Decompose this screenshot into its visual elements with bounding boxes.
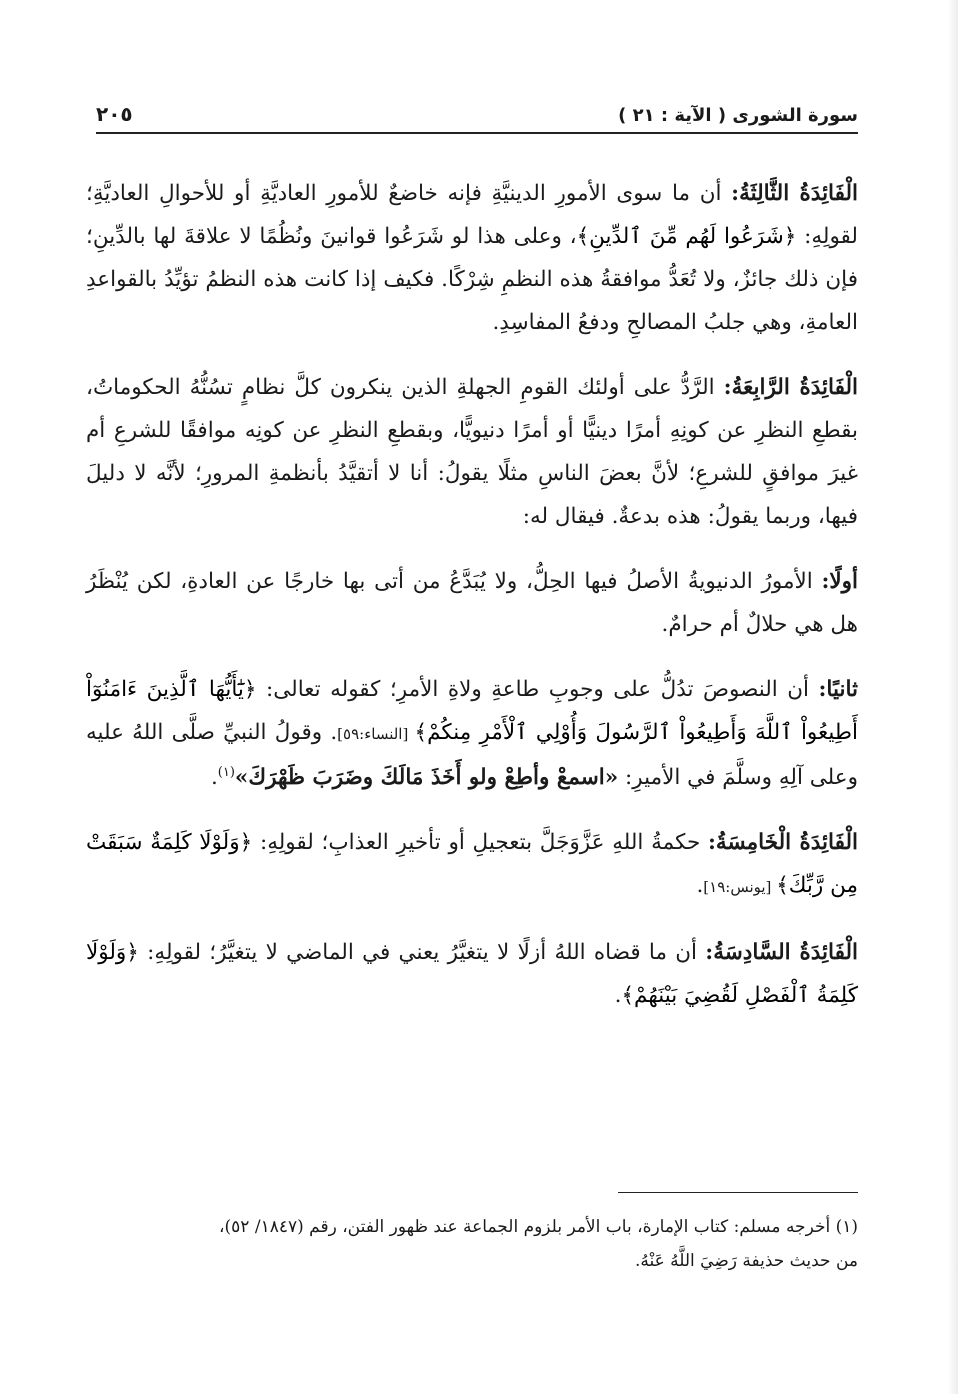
paragraph-text: أن ما قضاه اللهُ أزلًا لا يتغيَّرُ يعني في الماضي لا يتغيَّرُ؛ لقولِهِ: — [138, 940, 706, 965]
footnote-divider — [618, 1192, 858, 1193]
paragraph-text: . وقولُ النبيِّ صلَّى اللهُ عليه وعلى آلِهِ وسلَّمَ في الأميرِ: — [86, 720, 858, 790]
quran-verse: ﴿وَلَوْلَا كَلِمَةُ ٱلْفَصْلِ لَقُضِيَ بَيْنَهُمْ﴾ — [86, 940, 858, 1008]
paragraph-lead: الْفَائِدَةُ الرَّابِعَةُ: — [723, 375, 858, 400]
paragraph-lead: أولًا: — [821, 569, 858, 594]
paragraph-text: حكمةُ اللهِ عَزَّوَجَلَّ بتعجيلِ أو تأخيرِ العذابِ؛ لقولِهِ: — [252, 830, 708, 855]
footnote-marker[interactable]: (١) — [217, 764, 235, 780]
paragraph-text: . — [614, 983, 622, 1008]
quran-verse: ﴿شَرَعُوا لَهُم مِّنَ ٱلدِّينِ﴾ — [576, 224, 797, 249]
hadith-quote: «اسمعْ وأطِعْ ولو أَخَذَ مَالَكَ وضَرَبَ ظَهْرَكَ» — [234, 765, 619, 790]
paragraph-text: ، وعلى هذا لو شَرَعُوا قوانينَ ونُظُمًا لا علاقةَ لها بالدِّينِ؛ فإن ذلك جائزٌ، ولا تُعَدُّ موافقةُ هذه النظمِ شِرْكًا. فكيف إذا كانت هذه النظمُ تؤيِّدُ بالقواعدِ العامةِ، وهي جلبُ المصالحِ ودفعُ المفاسِدِ. — [86, 224, 858, 335]
footnote-line: من حديث حذيفة رَضِيَ اللَّهُ عَنْهُ. — [634, 1251, 858, 1271]
paragraph-lead: ثانيًا: — [818, 677, 858, 702]
page-edge-shadow — [948, 0, 958, 1394]
verse-reference: [النساء:٥٩] — [337, 725, 415, 743]
footnote-line: (١) أخرجه مسلم: كتاب الإمارة، باب الأمر بلزوم الجماعة عند ظهور الفتن، رقم (١٨٤٧/ ٥٢)، — [219, 1217, 858, 1237]
paragraph-text: . — [696, 873, 704, 898]
quran-verse: ﴿يَٰٓأَيُّهَا ٱلَّذِينَ ءَامَنُوٓاْ أَطِيعُواْ ٱللَّهَ وَأَطِيعُواْ ٱلرَّسُولَ وَأُوْلِي ٱلْأَمْرِ مِنكُمْ﴾ — [86, 677, 858, 745]
page-header — [96, 96, 858, 134]
running-title: سورة الشورى ( الآية : ٢١ ) — [618, 105, 858, 126]
paragraph-second-point — [86, 668, 858, 799]
paragraph-lead: الْفَائِدَةُ الثَّالِثَةُ: — [731, 181, 859, 206]
paragraph-text: أن النصوصَ تدُلُّ على وجوبِ طاعةِ ولاةِ الأمرِ؛ كقوله تعالى: — [256, 677, 819, 702]
verse-reference: [يونس:١٩] — [703, 878, 777, 896]
paragraph-text: الأمورُ الدنيويةُ الأصلُ فيها الحِلُّ، ولا يُبَدَّعُ من أتى بها خارجًا عن العادةِ، لكن يُنْظَرُ هل هي حلالٌ أم حرامٌ. — [86, 569, 858, 637]
main-text — [86, 172, 858, 1039]
paragraph-text: أن ما سوى الأمورِ الدينيَّةِ فإنه خاضعٌ للأمورِ العاديَّةِ أو للأحوالِ العاديَّةِ؛ لقولِهِ: — [86, 181, 858, 249]
paragraph-benefit-6 — [86, 931, 858, 1017]
paragraph-first-point — [86, 560, 858, 646]
page-number: ٢٠٥ — [96, 102, 133, 126]
footnotes — [96, 1210, 858, 1278]
paragraph-lead: الْفَائِدَةُ الْخَامِسَةُ: — [707, 830, 858, 855]
paragraph-benefit-3 — [86, 172, 858, 344]
paragraph-text: الرَّدُّ على أولئك القومِ الجهلةِ الذين ينكرون كلَّ نظامٍ تسُنُّهُ الحكوماتُ، بقطعِ النظرِ عن كونِهِ أمرًا دينيًّا أو أمرًا دنيويًّا، وبقطعِ النظرِ عن كونِه موافقًا للشرعِ أم غيرَ موافقٍ للشرعِ؛ لأنَّ بعضَ الناسِ مثلًا يقولُ: أنا لا أتقيَّدُ بأنظمةِ المرورِ؛ لأنَّه لا دليلَ فيها، وربما يقولُ: هذه بدعةٌ. فيقال له: — [86, 375, 858, 529]
paragraph-text: . — [210, 765, 218, 790]
quran-verse: ﴿وَلَوْلَا كَلِمَةٌ سَبَقَتْ مِن رَّبِّكَ﴾ — [86, 830, 858, 898]
paragraph-lead: الْفَائِدَةُ السَّادِسَةُ: — [705, 940, 858, 965]
paragraph-benefit-5 — [86, 821, 858, 909]
paragraph-benefit-4 — [86, 366, 858, 538]
